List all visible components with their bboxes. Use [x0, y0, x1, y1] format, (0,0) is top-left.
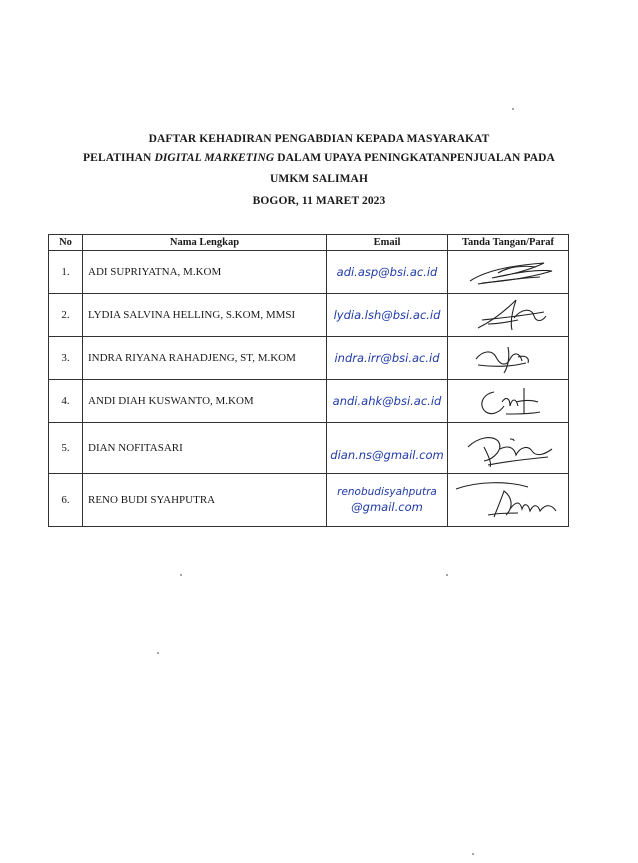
email-text: andi.ahk@bsi.ac.id — [332, 393, 442, 408]
row-number: 3. — [49, 337, 83, 380]
organization-name: UMKM SALIMAH — [270, 173, 368, 185]
document-subtitle — [0, 152, 638, 164]
email-text: indra.irr@bsi.ac.id — [334, 350, 440, 365]
header-no: No — [49, 235, 83, 251]
header-signature: Tanda Tangan/Paraf — [448, 235, 569, 251]
row-email — [327, 294, 448, 337]
table-row — [49, 294, 569, 337]
document-title: DAFTAR KEHADIRAN PENGABDIAN KEPADA MASYARAKAT — [148, 133, 490, 145]
row-signature — [448, 423, 569, 474]
signature-image — [448, 251, 568, 293]
row-name: LYDIA SALVINA HELLING, S.KOM, MMSI — [83, 294, 327, 337]
row-email — [327, 423, 448, 474]
table-header-row — [49, 235, 569, 251]
scan-speck — [180, 574, 182, 576]
header-name: Nama Lengkap — [83, 235, 327, 251]
table-row — [49, 474, 569, 527]
table-row — [49, 423, 569, 474]
signature-image — [448, 294, 568, 336]
header-email: Email — [327, 235, 448, 251]
row-signature — [448, 294, 569, 337]
email-text: renobudisyahputra — [337, 486, 437, 498]
row-name: INDRA RIYANA RAHADJENG, ST, M.KOM — [83, 337, 327, 380]
scan-speck — [512, 108, 514, 110]
row-number: 5. — [49, 423, 83, 474]
email-text: lydia.lsh@bsi.ac.id — [333, 307, 441, 322]
signature-image — [448, 380, 568, 422]
row-email — [327, 251, 448, 294]
email-text: adi.asp@bsi.ac.id — [336, 264, 438, 279]
email-text-continued: @gmail.com — [351, 500, 423, 514]
row-signature — [448, 380, 569, 423]
signature-image — [448, 337, 568, 379]
signature-image — [448, 479, 568, 521]
scan-speck — [157, 652, 159, 654]
row-signature — [448, 474, 569, 527]
table-row — [49, 337, 569, 380]
row-number: 1. — [49, 251, 83, 294]
event-place-date: BOGOR, 11 MARET 2023 — [252, 195, 386, 207]
signature-image — [448, 427, 568, 469]
email-text: dian.ns@gmail.com — [330, 447, 444, 462]
row-signature — [448, 251, 569, 294]
row-name: DIAN NOFITASARI — [83, 423, 327, 474]
row-email — [327, 474, 448, 527]
row-number: 2. — [49, 294, 83, 337]
subtitle-prefix: PELATIHAN — [83, 152, 155, 164]
table-row — [49, 380, 569, 423]
row-name: ANDI DIAH KUSWANTO, M.KOM — [83, 380, 327, 423]
subtitle-italic: DIGITAL MARKETING — [154, 152, 275, 164]
table-row — [49, 251, 569, 294]
scan-speck — [472, 853, 474, 855]
row-number: 4. — [49, 380, 83, 423]
scan-speck — [446, 574, 448, 576]
row-email — [327, 380, 448, 423]
row-name: RENO BUDI SYAHPUTRA — [83, 474, 327, 527]
row-name: ADI SUPRIYATNA, M.KOM — [83, 251, 327, 294]
row-number: 6. — [49, 474, 83, 527]
attendance-table — [48, 234, 569, 527]
row-signature — [448, 337, 569, 380]
row-email — [327, 337, 448, 380]
subtitle-suffix: DALAM UPAYA PENINGKATANPENJUALAN PADA — [274, 152, 555, 164]
